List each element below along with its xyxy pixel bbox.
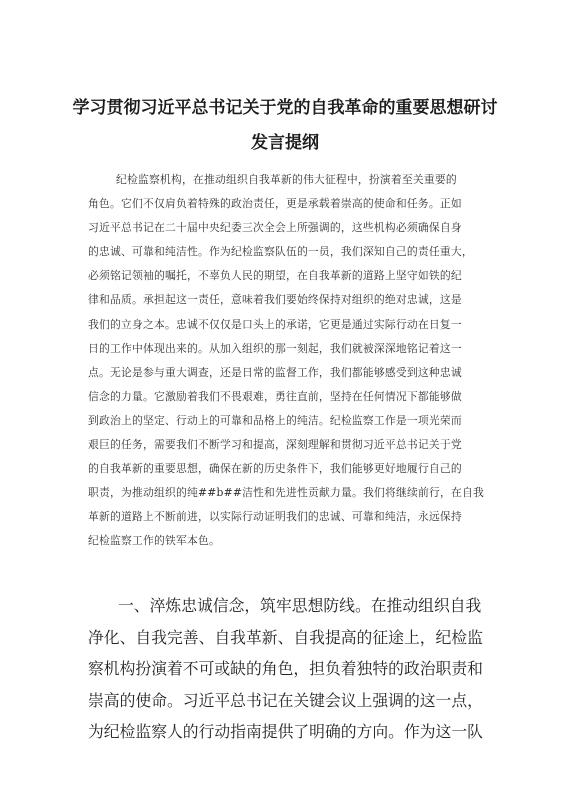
intro-line: 艰巨的任务，需要我们不断学习和提高，深刻理解和贯彻习近平总书记关于党 — [88, 438, 462, 452]
intro-line: 职责，为推动组织的纯##b##洁性和先进性贡献力量。我们将继续前行，在自我 — [88, 486, 484, 500]
intro-line: 革新的道路上不断前进，以实际行动证明我们的忠诚、可靠和纯洁，永远保持 — [88, 510, 462, 524]
intro-line: 我们的立身之本。忠诚不仅仅是口头上的承诺，它更是通过实际行动在日复一 — [88, 317, 462, 331]
intro-line: 的忠诚、可靠和纯洁性。作为纪检监察队伍的一员，我们深知自己的责任重大， — [88, 245, 473, 259]
section-1-line: 崇高的使命。习近平总书记在关键会议上强调的这一点， — [88, 690, 483, 710]
intro-line: 习近平总书记在二十届中央纪委三次全会上所强调的，这些机构必须确保自身 — [88, 221, 462, 235]
section-1-line: 察机构扮演着不可或缺的角色，担负着独特的政治职责和 — [88, 659, 483, 678]
section-1-line: 净化、自我完善、自我革新、自我提高的征途上，纪检监 — [88, 627, 483, 647]
section-1-line: 为纪检监察人的行动指南提供了明确的方向。作为这一队 — [88, 722, 483, 741]
intro-line: 必须铭记领袖的嘱托，不辜负人民的期望，在自我革新的道路上坚守如铁的纪 — [88, 269, 462, 283]
section-1-line: 一、淬炼忠诚信念，筑牢思想防线。在推动组织自我 — [118, 596, 482, 615]
intro-line: 纪检监察机构，在推动组织自我革新的伟大征程中，扮演着至关重要的 — [116, 173, 457, 186]
intro-line: 律和品质。承担起这一责任，意味着我们要始终保持对组织的绝对忠诚，这是 — [88, 293, 462, 307]
intro-line: 纪检监察工作的铁军本色。 — [88, 534, 220, 548]
intro-line: 到政治上的坚定、行动上的可靠和品格上的纯洁。纪检监察工作是一项光荣而 — [88, 413, 462, 427]
intro-paragraph — [88, 168, 488, 554]
intro-line: 的自我革新的重要思想，确保在新的历史条件下，我们能够更好地履行自己的 — [88, 462, 462, 476]
section-1-paragraph — [88, 590, 508, 748]
intro-line: 角色。它们不仅肩负着特殊的政治责任，更是承载着崇高的使命和任务。正如 — [88, 197, 462, 211]
document-title-line-2: 发言提纲 — [251, 133, 319, 153]
intro-line: 点。无论是参与重大调查，还是日常的监督工作，我们都能够感受到这种忠诚 — [88, 365, 462, 379]
intro-line: 日的工作中体现出来的。从加入组织的那一刻起，我们就被深深地铭记着这一 — [88, 341, 462, 355]
document-title-line-1: 学习贯彻习近平总书记关于党的自我革命的重要思想研讨 — [72, 98, 498, 118]
intro-line: 信念的力量。它激励着我们不畏艰难，勇往直前，坚持在任何情况下都能够做 — [88, 389, 462, 403]
